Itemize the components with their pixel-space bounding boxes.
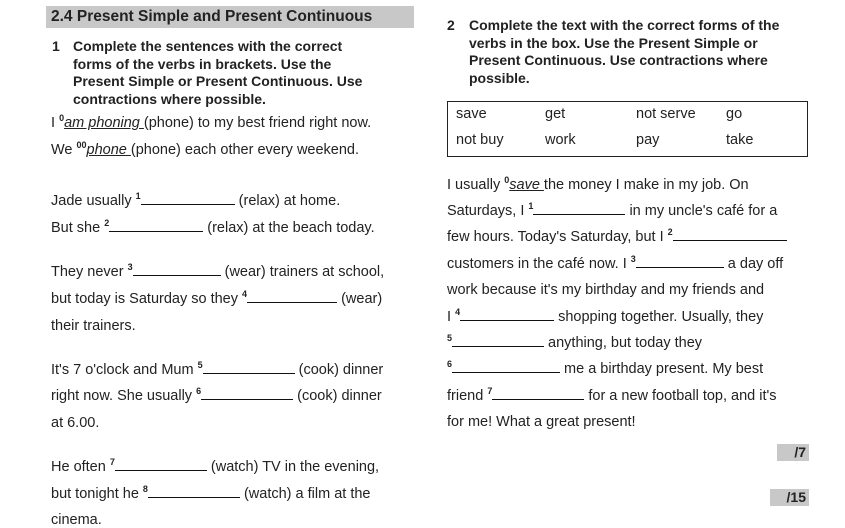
ex1-instruction-line: contractions where possible. [73,90,266,107]
answer-blank-4[interactable] [460,319,554,321]
ex1-instruction-line: forms of the verbs in brackets. Use the [73,55,332,72]
ex1-question-4-cont: their trainers. [51,318,136,334]
ex1-question-8-cont: cinema. [51,512,102,528]
ex2-line-1: I usually $^0$save the money I make in my job. On [447,175,749,193]
ex1-question-8: but tonight he $^8$ (watch) a film at the [51,484,371,502]
ex2-instruction-line: verbs in the box. Use the Present Simple or [469,34,758,51]
ex1-instruction-line: Complete the sentences with the correct [73,38,343,54]
ex2-instruction [469,17,779,87]
answer-blank-2[interactable] [673,239,787,241]
ex1-question-5: It's 7 o'clock and Mum $^5$ (cook) dinner [51,360,384,378]
answer-blank-5[interactable] [203,372,295,374]
ex2-line-8: $^6$ me a birthday present. My best [447,359,764,377]
word-box-item: take [726,132,754,148]
section-title: 2.4 Present Simple and Present Continuous [46,6,414,28]
answer-blank-1[interactable] [141,203,235,205]
ex1-question-1: Jade usually $^1$ (relax) at home. [51,191,341,209]
answer-blank-3[interactable] [133,274,221,276]
word-box-item: get [545,106,566,122]
score-total: /15 [770,489,809,506]
example-answer: save [509,177,544,193]
ex1-instruction [73,38,362,108]
ex2-instruction-line: Complete the text with the correct forms of the [469,17,780,33]
ex1-question-2: But she $^2$ (relax) at the beach today. [51,218,375,236]
ex2-line-2: Saturdays, I $^1$ in my uncle's café for a [447,201,778,219]
ex1-example-1: I $^0$am phoning (phone) to my best friend right now. [51,113,372,131]
answer-blank-6[interactable] [201,398,293,400]
answer-blank-1[interactable] [533,213,625,215]
word-box-item: not buy [456,132,504,148]
ex2-line-9: friend $^7$ for a new football top, and it's [447,386,777,404]
answer-blank-7[interactable] [492,398,584,400]
score-ex2: /7 [777,444,809,461]
answer-blank-8[interactable] [148,496,240,498]
ex1-question-3: They never $^3$ (wear) trainers at school, [51,262,385,280]
ex2-number: 2 [447,17,455,33]
example-answer: am phoning [64,115,144,131]
ex1-number: 1 [52,38,60,54]
ex2-line-10: for me! What a great present! [447,414,636,430]
answer-blank-3[interactable] [636,266,724,268]
ex2-instruction-line: Present Continuous. Use contractions where [469,52,768,68]
ex2-line-7: $^5$ anything, but today they [447,333,703,351]
answer-blank-5[interactable] [452,345,544,347]
answer-blank-2[interactable] [109,230,203,232]
ex1-question-6-cont: at 6.00. [51,415,100,431]
word-box-item: save [456,106,487,122]
ex1-example-2: We $^{00}$phone (phone) each other every weekend. [51,140,360,158]
answer-blank-4[interactable] [247,301,337,303]
word-box-item: go [726,106,743,122]
ex1-question-4: but today is Saturday so they $^4$ (wear) [51,289,383,307]
ex1-question-7: He often $^7$ (watch) TV in the evening, [51,457,380,475]
ex2-line-5: work because it's my birthday and my friends and [447,282,765,298]
ex2-line-6: I $^4$ shopping together. Usually, they [447,307,764,325]
word-box-item: not serve [636,106,696,122]
word-box-item: work [545,132,576,148]
ex2-line-3: few hours. Today's Saturday, but I $^2$ [447,229,787,245]
word-box [447,101,808,157]
example-answer: phone [86,142,131,158]
ex1-question-6: right now. She usually $^6$ (cook) dinner [51,386,382,404]
ex2-line-4: customers in the café now. I $^3$ a day off [447,254,784,272]
ex2-instruction-line: possible. [469,69,530,86]
answer-blank-6[interactable] [452,371,560,373]
ex1-instruction-line: Present Simple or Present Continuous. Use [73,73,363,89]
answer-blank-7[interactable] [115,469,207,471]
word-box-item: pay [636,132,660,148]
